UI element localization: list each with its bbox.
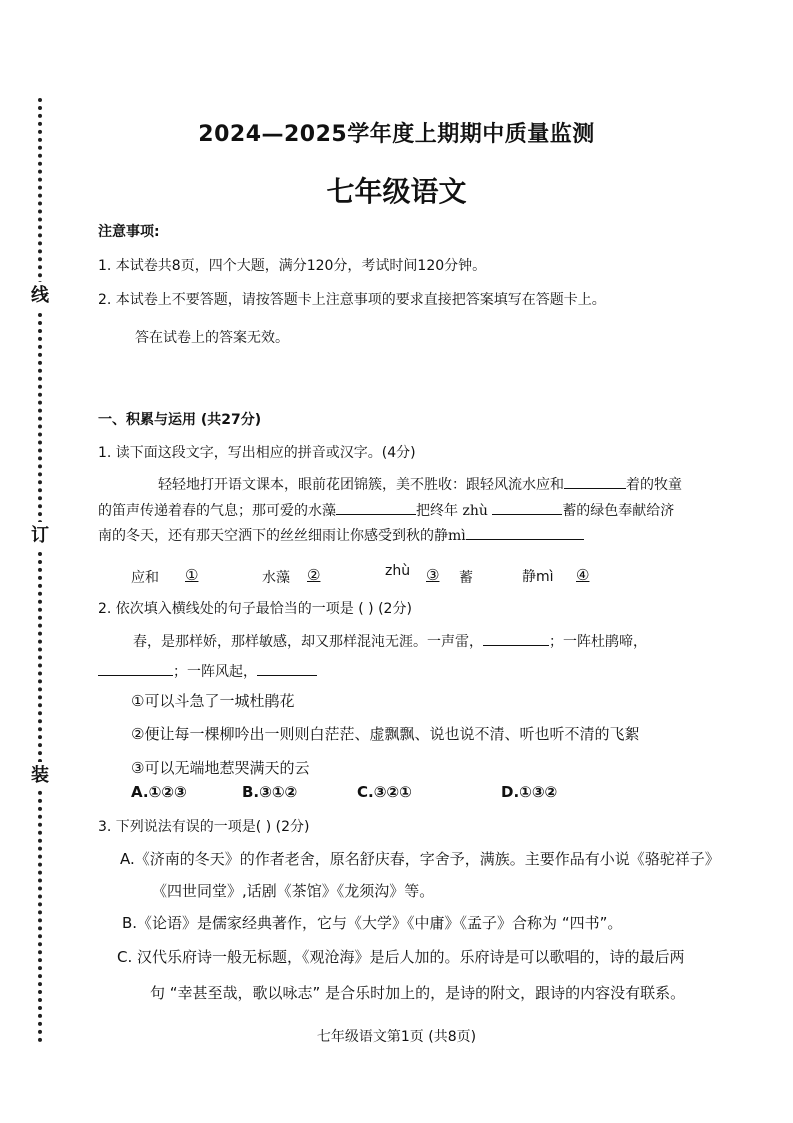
q1-text: 着的牧童 xyxy=(626,477,682,493)
q1-text: 的笛声传递着春的气息；那可爱的水藻 xyxy=(98,503,336,519)
q3-option-a-cont: 《四世同堂》,话剧《茶馆》《龙须沟》等。 xyxy=(152,882,435,900)
q2-passage-line-2 xyxy=(98,661,317,681)
notice-item-2-cont: 答在试卷上的答案无效。 xyxy=(135,330,289,346)
page-footer: 七年级语文第1页 (共8页) xyxy=(316,1029,477,1045)
exam-title: 2024—2025学年度上期期中质量监测 xyxy=(198,122,595,147)
section-heading: 一、积累与运用 (共27分) xyxy=(98,412,262,428)
q2-choice-b: B.③①② xyxy=(242,783,298,801)
q1-passage-line-2 xyxy=(98,500,674,520)
q3-option-c: C. 汉代乐府诗一般无标题，《观沧海》是后人加的。乐府诗是可以歌唱的，诗的最后两 xyxy=(117,948,685,966)
binding-mark-zhuang: 装 xyxy=(26,762,54,790)
q1-text: 把终年 zhù xyxy=(416,503,488,519)
binding-dotted-line xyxy=(38,98,42,1043)
blank xyxy=(466,525,584,540)
q1-answer-num-3: ③ xyxy=(426,566,440,584)
q2-option-1: ①可以斗急了一城杜鹃花 xyxy=(131,692,295,710)
q2-option-3: ③可以无端地惹哭满天的云 xyxy=(131,759,310,777)
blank xyxy=(564,474,626,489)
q2-choice-d: D.①③② xyxy=(501,783,558,801)
notice-item-2: 2. 本试卷上不要答题，请按答题卡上注意事项的要求直接把答案填写在答题卡上。 xyxy=(98,292,606,308)
blank xyxy=(336,500,416,515)
q2-passage-line-1 xyxy=(133,631,647,651)
q2-text: ；一阵风起， xyxy=(173,664,257,680)
q1-text: 轻轻地打开语文课本，眼前花团锦簇，美不胜收：跟轻风流水应和 xyxy=(158,477,564,493)
binding-mark-ding: 订 xyxy=(26,522,54,550)
notice-item-1: 1. 本试卷共8页，四个大题，满分120分，考试时间120分钟。 xyxy=(98,258,487,274)
q2-stem: 2. 依次填入横线处的句子最恰当的一项是 ( ) (2分) xyxy=(98,601,412,617)
blank xyxy=(98,661,173,676)
q3-stem: 3. 下列说法有误的一项是( ) (2分) xyxy=(98,819,310,835)
q1-answer-num-1: ① xyxy=(185,566,199,584)
q1-passage-line-1 xyxy=(158,474,682,494)
q2-text: ；一阵杜鹃啼， xyxy=(549,634,647,650)
subject-title: 七年级语文 xyxy=(326,175,467,208)
q1-stem: 1. 读下面这段文字，写出相应的拼音或汉字。(4分) xyxy=(98,445,416,461)
q1-answer-label-3: 蓄 xyxy=(459,570,473,586)
q1-text: 蓄的绿色奉献给济 xyxy=(562,503,675,519)
q2-choice-c: C.③②① xyxy=(357,783,412,801)
q3-option-b: B.《论语》是儒家经典著作，它与《大学》《中庸》《孟子》合称为 “四书”。 xyxy=(122,914,623,932)
q3-option-c-cont: 句 “幸甚至哉，歌以咏志” 是合乐时加上的，是诗的附文，跟诗的内容没有联系。 xyxy=(150,984,686,1002)
blank xyxy=(257,661,317,676)
blank xyxy=(492,500,562,515)
q1-answer-num-4: ④ xyxy=(576,566,590,584)
q1-text: 南的冬天，还有那天空洒下的丝丝细雨让你感受到秋的静mì xyxy=(98,528,466,544)
blank xyxy=(483,631,549,646)
q1-answer-label-1: 应和 xyxy=(131,570,159,586)
q2-text: 春，是那样娇，那样敏感，却又那样混沌无涯。一声雷， xyxy=(133,634,483,650)
q2-choice-a: A.①②③ xyxy=(131,783,187,801)
q1-answer-label-4: 静mì xyxy=(522,569,554,585)
q3-option-a: A.《济南的冬天》的作者老舍，原名舒庆春，字舍予，满族。主要作品有小说《骆驼祥子》 xyxy=(120,850,720,868)
q2-option-2: ②便让每一棵柳吟出一则则白茫茫、虚飘飘、说也说不清、听也听不清的飞絮 xyxy=(131,725,640,743)
q1-answer-pinyin-3: zhù xyxy=(385,563,411,579)
q1-answer-num-2: ② xyxy=(307,566,321,584)
binding-mark-line: 线 xyxy=(26,282,54,310)
q1-answer-label-2: 水藻 xyxy=(262,570,290,586)
q1-passage-line-3 xyxy=(98,525,584,545)
notice-heading: 注意事项: xyxy=(98,224,160,240)
